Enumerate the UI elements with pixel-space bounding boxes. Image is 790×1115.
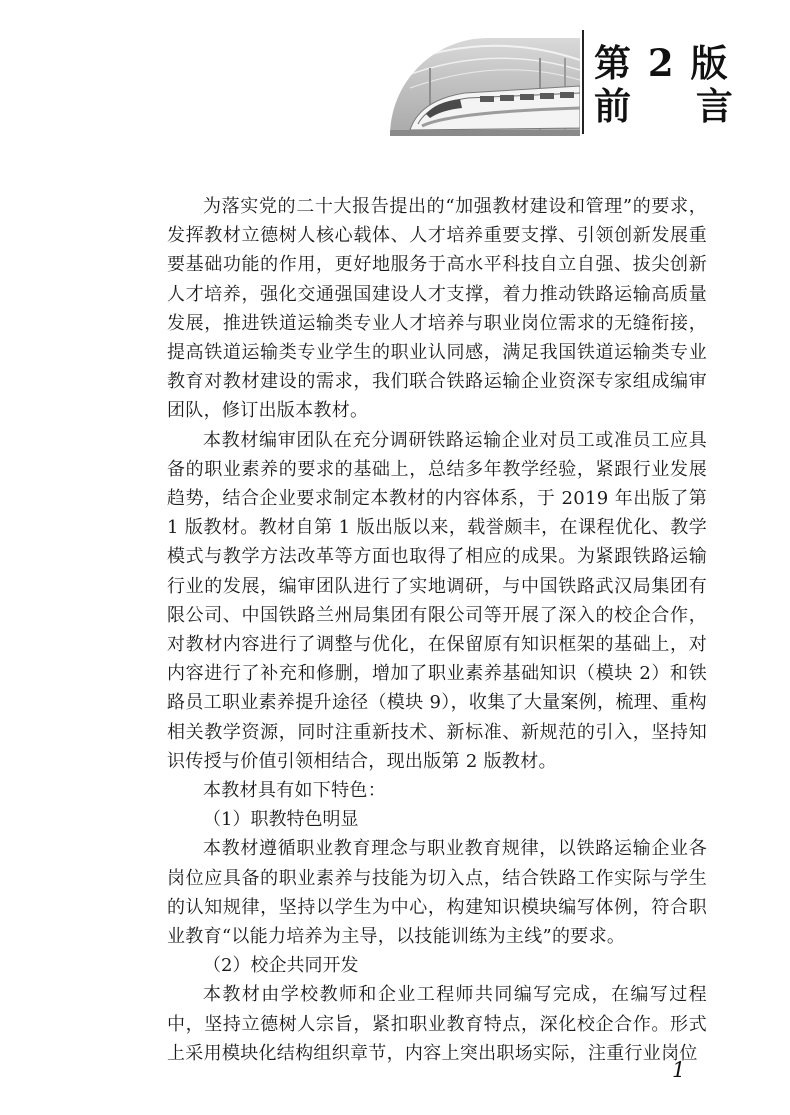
feature-heading: （2）校企共同开发: [203, 955, 359, 977]
header-train-image: [390, 38, 580, 136]
paragraph: 本教材编审团队在充分调研铁路运输企业对员工或准员工应具备的职业素养的要求的基础上，总结多年教学经验，紧跟行业发展趋势，结合企业要求制定本教材的内容体系，于 2019 年出版了第 1 版教材。教材自第 1 版出版以来，载誉颇丰，在课程优化、教学模式与教学方法改革等方面也取得了相应的成果。为紧跟铁路运输行业的发展，编审团队进行了实地调研，与中国铁路武汉局集团有限公司、中国铁路兰州局集团有限公司等开展了深入的校企合作，对教材内容进行了调整与优化，在保留原有知识框架的基础上，对内容进行了补充和修删，增加了职业素养基础知识（模块 2）和铁路员工职业素养提升途径（模块 9），收集了大量案例，梳理、重构相关教学资源，同时注重新技术、新标准、新规范的引入，坚持知识传授与价值引领相结合，现出版第 2 版教材。: [167, 429, 707, 772]
train-station-illustration: [390, 38, 580, 136]
feature-heading: （1）职教特色明显: [203, 809, 359, 831]
paragraph: 本教材遵循职业教育理念与职业教育规律，以铁路运输企业各岗位应具备的职业素养与技能为切入点，结合铁路工作实际与学生的认知规律，坚持以学生为中心，构建知识模块编写体例，符合职业教育“以能力培养为主导，以技能训练为主线”的要求。: [167, 838, 707, 948]
paragraph: 为落实党的二十大报告提出的“加强教材建设和管理”的要求，发挥教材立德树人核心载体、人才培养重要支撑、引领创新发展重要基础功能的作用，更好地服务于高水平科技自立自强、拔尖创新人才培养，强化交通强国建设人才支撑，着力推动铁路运输高质量发展，推进铁道运输类专业人才培养与职业岗位需求的无缝衔接，提高铁道运输类专业学生的职业认同感，满足我国铁道运输类专业教育对教材建设的需求，我们联合铁路运输企业资深专家组成编审团队，修订出版本教材。: [167, 196, 707, 422]
preface-body: [167, 192, 707, 1068]
page-number: 1: [672, 1058, 686, 1082]
header-divider: [582, 30, 584, 134]
paragraph: 本教材由学校教师和企业工程师共同编写完成，在编写过程中，坚持立德树人宗旨，紧扣职业教育特点，深化校企合作。形式上采用模块化结构组织章节，内容上突出职场实际，注重行业岗位: [167, 984, 707, 1064]
edition-title: 第 2 版: [594, 41, 730, 85]
paragraph: 本教材具有如下特色：: [203, 780, 386, 802]
section-title: 前 言: [594, 84, 759, 128]
